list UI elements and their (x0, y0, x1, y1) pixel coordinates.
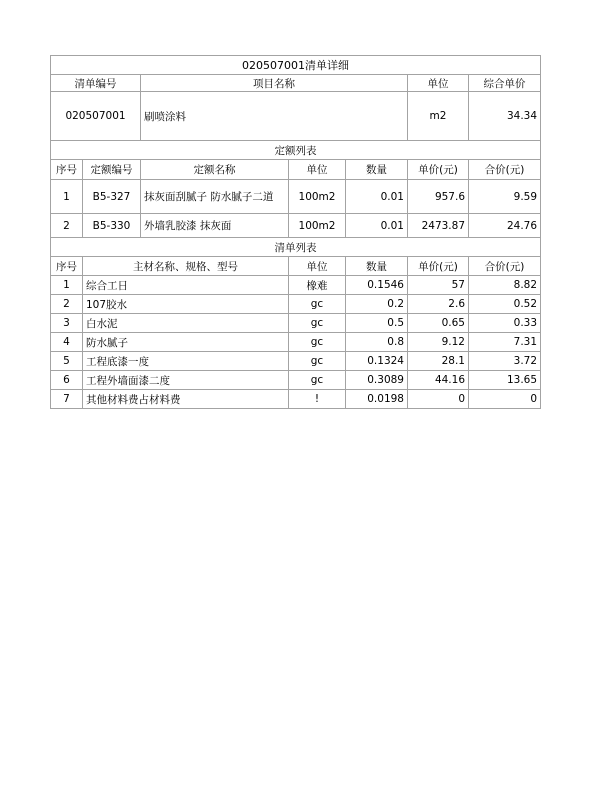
quota-row-no: 1 (51, 180, 83, 214)
quota-row-code: B5-327 (83, 180, 141, 214)
material-row-name: 其他材料费占材料费 (83, 390, 289, 409)
materials-col-qty: 数量 (346, 257, 408, 276)
material-row-price: 0 (408, 390, 469, 409)
material-row-unit: gc (289, 314, 346, 333)
quota-row-qty: 0.01 (346, 180, 408, 214)
quota-row-code: B5-330 (83, 214, 141, 238)
material-row-name: 综合工日 (83, 276, 289, 295)
quota-col-code: 定额编号 (83, 160, 141, 180)
material-row-unit: gc (289, 333, 346, 352)
material-row-qty: 0.8 (346, 333, 408, 352)
sheet-title: 020507001清单详细 (51, 56, 541, 75)
quota-row-unit: 100m2 (289, 180, 346, 214)
quota-col-total: 合价(元) (469, 160, 541, 180)
material-row-no: 6 (51, 371, 83, 390)
material-row-no: 7 (51, 390, 83, 409)
quota-col-name: 定额名称 (141, 160, 289, 180)
material-row-unit: ! (289, 390, 346, 409)
material-row-qty: 0.1324 (346, 352, 408, 371)
table-row (51, 92, 541, 141)
table-row (51, 333, 541, 352)
material-row-unit: gc (289, 295, 346, 314)
listing-col-name: 项目名称 (141, 75, 408, 92)
materials-col-no: 序号 (51, 257, 83, 276)
material-row-qty: 0.5 (346, 314, 408, 333)
material-row-name: 107胶水 (83, 295, 289, 314)
material-row-price: 2.6 (408, 295, 469, 314)
material-row-total: 8.82 (469, 276, 541, 295)
material-row-no: 3 (51, 314, 83, 333)
table-row (51, 352, 541, 371)
quota-row-total: 9.59 (469, 180, 541, 214)
listing-col-code: 清单编号 (51, 75, 141, 92)
material-row-no: 4 (51, 333, 83, 352)
quota-col-qty: 数量 (346, 160, 408, 180)
quota-row-price: 2473.87 (408, 214, 469, 238)
quota-section-title: 定额列表 (51, 141, 541, 160)
material-row-unit: 橡难 (289, 276, 346, 295)
materials-col-price: 单价(元) (408, 257, 469, 276)
cost-listing-table (50, 55, 541, 409)
material-row-qty: 0.1546 (346, 276, 408, 295)
material-row-price: 44.16 (408, 371, 469, 390)
table-row (51, 371, 541, 390)
table-row (51, 141, 541, 160)
listing-item-price: 34.34 (469, 92, 541, 141)
material-row-total: 0.52 (469, 295, 541, 314)
material-row-total: 0 (469, 390, 541, 409)
table-row (51, 295, 541, 314)
listing-col-unit: 单位 (408, 75, 469, 92)
material-row-name: 工程底漆一度 (83, 352, 289, 371)
material-row-unit: gc (289, 352, 346, 371)
quota-row-name: 抹灰面刮腻子 防水腻子二道 (141, 180, 289, 214)
material-row-name: 工程外墙面漆二度 (83, 371, 289, 390)
listing-item-unit: m2 (408, 92, 469, 141)
material-row-total: 3.72 (469, 352, 541, 371)
material-row-price: 9.12 (408, 333, 469, 352)
table-row (51, 180, 541, 214)
material-row-total: 0.33 (469, 314, 541, 333)
table-row (51, 160, 541, 180)
table-row (51, 314, 541, 333)
quota-col-price: 单价(元) (408, 160, 469, 180)
materials-col-total: 合价(元) (469, 257, 541, 276)
quota-row-total: 24.76 (469, 214, 541, 238)
listing-item-code: 020507001 (51, 92, 141, 141)
materials-col-name: 主材名称、规格、型号 (83, 257, 289, 276)
material-row-unit: gc (289, 371, 346, 390)
quota-row-no: 2 (51, 214, 83, 238)
material-row-price: 28.1 (408, 352, 469, 371)
quota-col-unit: 单位 (289, 160, 346, 180)
table-row (51, 214, 541, 238)
quota-row-name: 外墙乳胶漆 抹灰面 (141, 214, 289, 238)
material-row-no: 2 (51, 295, 83, 314)
table-row (51, 238, 541, 257)
materials-section-title: 清单列表 (51, 238, 541, 257)
quota-row-price: 957.6 (408, 180, 469, 214)
table-row (51, 257, 541, 276)
material-row-qty: 0.0198 (346, 390, 408, 409)
material-row-no: 1 (51, 276, 83, 295)
quota-col-no: 序号 (51, 160, 83, 180)
material-row-name: 白水泥 (83, 314, 289, 333)
material-row-price: 0.65 (408, 314, 469, 333)
listing-col-price: 综合单价 (469, 75, 541, 92)
material-row-qty: 0.3089 (346, 371, 408, 390)
material-row-no: 5 (51, 352, 83, 371)
table-row (51, 276, 541, 295)
quota-row-unit: 100m2 (289, 214, 346, 238)
table-row (51, 75, 541, 92)
material-row-total: 13.65 (469, 371, 541, 390)
table-row (51, 56, 541, 75)
quota-row-qty: 0.01 (346, 214, 408, 238)
material-row-price: 57 (408, 276, 469, 295)
materials-col-unit: 单位 (289, 257, 346, 276)
listing-item-name: 刷喷涂料 (141, 92, 408, 141)
material-row-total: 7.31 (469, 333, 541, 352)
material-row-qty: 0.2 (346, 295, 408, 314)
table-row (51, 390, 541, 409)
material-row-name: 防水腻子 (83, 333, 289, 352)
